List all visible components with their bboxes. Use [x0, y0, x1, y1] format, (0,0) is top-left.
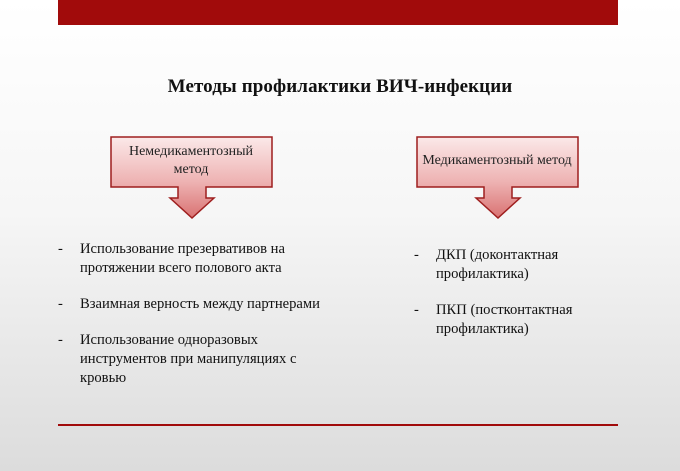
callout-label-medication: Медикаментозный метод	[422, 153, 572, 168]
list-item-text: ПКП (постконтактная профилактика)	[436, 302, 573, 337]
callout-medication	[416, 136, 580, 220]
bullet-dash: -	[58, 241, 63, 257]
bullet-dash: -	[414, 247, 419, 263]
list-item-text: Использование одноразовых инструментов при манипуляциях с кровью	[80, 332, 297, 386]
list-item	[58, 295, 328, 314]
list-item-text: Взаимная верность между партнерами	[80, 296, 320, 312]
bullet-dash: -	[58, 332, 63, 348]
non-medication-methods-list	[58, 240, 328, 405]
list-item-text: Использование презервативов на протяжении всего полового акта	[80, 241, 285, 276]
list-item	[58, 240, 328, 278]
callout-non-medication	[110, 136, 274, 220]
callout-label-non-medication: Немедикаментозный метод	[128, 144, 254, 177]
slide-title: Методы профилактики ВИЧ-инфекции	[167, 76, 513, 97]
top-accent-bar	[58, 0, 618, 25]
bottom-divider	[58, 424, 618, 426]
list-item	[414, 301, 614, 339]
bullet-dash: -	[58, 296, 63, 312]
list-item	[58, 331, 328, 388]
medication-methods-list	[414, 246, 614, 356]
list-item	[414, 246, 614, 284]
bullet-dash: -	[414, 302, 419, 318]
list-item-text: ДКП (доконтактная профилактика)	[436, 247, 559, 282]
